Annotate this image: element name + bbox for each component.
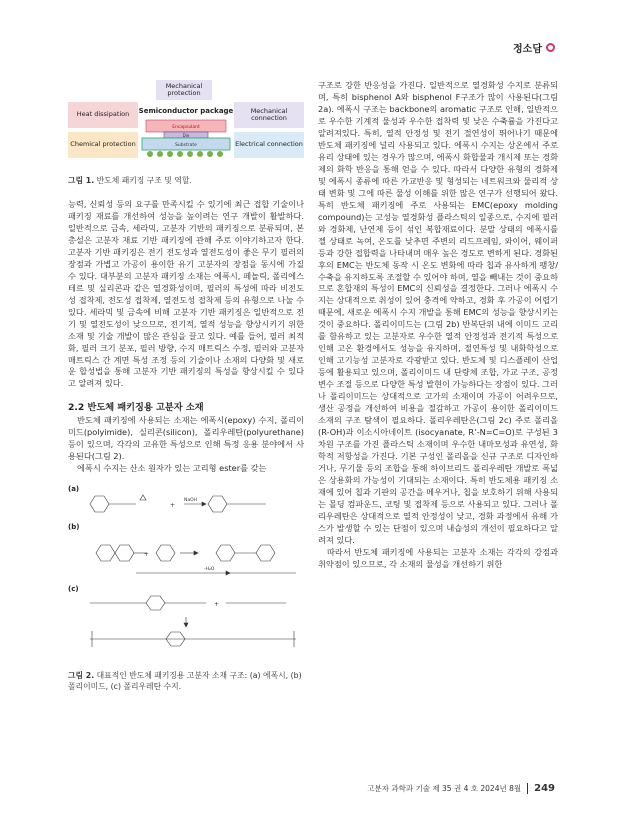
polyimide-structure (76, 529, 304, 577)
figure-1-caption (68, 176, 304, 187)
chemical-protection-box: Chemical protection (68, 132, 138, 158)
page-number: 249 (527, 783, 555, 794)
author-name: 정소담 (513, 44, 542, 55)
paragraph: 능력, 신뢰성 등의 요구를 만족시킬 수 있기에 최근 접합 기술이나 패키징 재료를 개선하여 성능을 높이려는 연구 개발이 활발하다. 일반적으로 금속, 세라믹, 고분자 기반의 패키징으로 분류되며, 본 총설은 고분자 재료 기반 패키징에 관해 주로 이야기하고자 한다. 고분자 기반 패키징은 전기 전도성과 열전도성이 좋은 무기 필러의 장점과 가볍고 가공이 용이한 유기 고분자의 장점을 동시에 가질 수 있다. 대부분의 고분자 패키징 소재는 에폭시, 페놀릭, 폴리에스테르 및 실리콘과 같은 열경화성이며, 필러의 특성에 따라 비전도성 접착제, 전도성 접착제, 열전도성 접착제 등의 유형으로 나눌 수 있다. 세라믹 및 금속에 비해 고분자 기반 패키징은 일반적으로 전기 및 열전도성이 낮으므로, 전기적, 열적 성능을 향상시키기 위한 소재 및 기술 개발이 많은 관심을 끌고 있다. 예를 들어, 필러 최적화, 필러 크기 분포, 필러 방향, 수지 매트릭스 수정, 필러와 고분자 매트릭스 간 계면 특성 조정 등의 기술이나 소재의 다양화 및 새로운 합성법을 통해 고분자 기반 패키징의 특성을 향상시킬 수 있다고 알려져 있다. (68, 198, 304, 389)
mechanical-protection-box: Mechanical protection (156, 80, 212, 100)
caption-text: 대표적인 반도체 패키징용 고분자 소재 구조: (a) 에폭시, (b) 폴리이미드, (c) 폴리우레탄 수지. (68, 671, 302, 692)
section-tag (513, 40, 555, 55)
plus-sign: + (214, 601, 220, 609)
polyurethane-structure (76, 593, 304, 649)
encapsulant-label: Encapsulant (172, 125, 200, 130)
right-column (318, 80, 558, 571)
caption-text: 반도체 패키징 구조 및 역할. (94, 176, 192, 185)
paragraph: 반도체 패키징에 사용되는 소재는 에폭시(epoxy) 수지, 폴리이미드(polyimide), 실리콘(silicon), 폴리우레탄(polyurethane) 등이 있으며, 각각의 고유한 특성으로 인해 특정 응용 분야에서 사용된다(그림 2). (68, 415, 304, 462)
left-column (68, 80, 304, 693)
figure-2 (68, 485, 304, 685)
semiconductor-package-title: Semiconductor package (138, 106, 234, 115)
die-label: Die (182, 133, 190, 138)
caption-label: 그림 2. (68, 671, 95, 681)
paragraph: 구조로 강한 반응성을 가진다. 일반적으로 열경화성 수지로 분류되며, 특히 bisphenol A와 bisphenol F구조가 많이 사용된다(그림 2a). 에폭시 구조는 backbone의 aromatic 구조로 인해, 일반적으로 우수한 기계적 물성과 우수한 접착력 및 낮은 수축률을 가진다고 알려져있다. 특히, 열적 안정성 및 전기 절연성이 뛰어나기 때문에 반도체 패키징에 널리 사용되고 있다. 에폭시 수지는 상온에서 주로 유리 상태에 있는 경우가 많으며, 에폭시 화합물과 개시제 또는 경화제의 화학 반응을 통해 얻을 수 있다. 따라서 다양한 유형의 경화제 및 에폭시 종류에 따른 가교반응 및 형성되는 네트워크와 물리적 상태 변화 및 그에 따른 물성 이해를 위한 많은 연구가 선행되어 왔다. 특히 반도체 패키징에 주로 사용되는 EMC(epoxy molding compound)는 고성능 열경화성 플라스틱의 일종으로, 수지에 필러와 경화제, 난연제 등이 섞인 복합재료이다. 분말 상태의 에폭시를 젤 상태로 녹여, 온도를 낮추면 주변의 리드프레임, 와이어, 웨이퍼 등과 강한 접합력을 나타내며 매우 높은 경도로 변하게 된다. 경화된 후의 EMC는 반도체 동작 시 온도 변화에 따라 칩과 유사하게 팽창/수축을 유지하도록 조절할 수 있어야 하며, 열을 빼내는 것이 중요하므로 혼합재의 특성이 EMC의 신뢰성을 결정한다. 그러나 에폭시 수지는 상대적으로 취성이 있어 충격에 약하고, 경화 후 가공이 어렵기 때문에, 새로운 에폭시 수지 개발을 통해 EMC의 성능을 향상시키는 것이 중요하다. 폴리이미드는 (그림 2b) 반복단위 내에 이미드 고리를 함유하고 있는 고분자로 우수한 열적 안정성과 전기적 특성으로 인해 고온 환경에서도 성능을 유지하며, 절연특성 및 내화학성으로 인해 고기능성 고분자로 각광받고 있다. 반도체 및 디스플레이 산업 등에 활용되고 있으며, 폴리이미드 내 단량체 조합, 가교 구조, 공정 변수 조절 등으로 다양한 특성 발현이 가능하다는 장점이 있다. 그러나 폴리이미드는 상대적으로 고가의 소재이며 가공이 어려우므로, 생산 공정을 개선하여 비용을 절감하고 가공이 용이한 폴리이미드 소재의 구조 탐색이 필요하다. 폴리우레탄은(그림 2c) 주로 폴리올(R-OH)과 이소시아네이트 (isocyanate, R’-N=C=O)로 구성된 3차원 구조를 가진 플라스틱 소재이며 우수한 내마모성과 유연성, 화학적 저항성을 가진다. 기본 구성인 폴리올을 신규 구조로 디자인하거나, 무기물 등의 조합을 통해 하이브리드 폴리우레탄 개발로 폭넓은 상용화의 가능성이 기대되는 소재이다. 특히 반도체용 패키징 소재에 있어 칩과 기판의 공간을 메우거나, 칩을 보호하기 위해 사용되는 몰딩 컴파운드, 코팅 및 접착제 등으로 사용되고 있다. 그러나 폴리우레탄은 상대적으로 열적 안정성이 낮고, 경화 과정에서 유해 가스가 발생할 수 있는 단점이 있으며 내습성의 개선이 필요하다고 알려져 있다. (318, 80, 558, 545)
substrate-label: Substrate (175, 143, 197, 148)
figure-2c-label: (c) (68, 585, 79, 594)
paragraph: 에폭시 수지는 산소 원자가 있는 고리형 ester를 갖는 (77, 463, 267, 474)
paragraph: 따라서 반도체 패키징에 사용되는 고분자 소재는 각각의 강점과 취약점이 있으므로, 각 소재의 물성을 개선하기 위한 (318, 546, 558, 569)
mechanical-connection-box: Mechanical connection (234, 102, 304, 128)
figure-1 (68, 80, 304, 168)
figure-2a-label: (a) (68, 485, 80, 494)
plus-sign: + (144, 551, 150, 559)
water-loss-label: -H₂O (204, 567, 215, 573)
journal-info: 고분자 과학과 기술 제 35 권 4 호 2024년 8월 (367, 784, 522, 793)
epoxy-structure (76, 491, 304, 517)
figure-2b-label: (b) (68, 523, 80, 532)
plus-sign: + (170, 502, 176, 510)
caption-label: 그림 1. (68, 176, 95, 185)
circle-icon (546, 43, 555, 52)
page-footer (367, 783, 555, 794)
electrical-connection-box: Electrical connection (234, 132, 304, 158)
section-heading: 2.2 반도체 패키징용 고분자 소재 (68, 402, 204, 414)
package-diagram (140, 118, 232, 162)
heat-dissipation-box: Heat dissipation (68, 102, 138, 128)
solder-balls (147, 151, 223, 157)
naoh-label: NaOH (184, 498, 198, 504)
